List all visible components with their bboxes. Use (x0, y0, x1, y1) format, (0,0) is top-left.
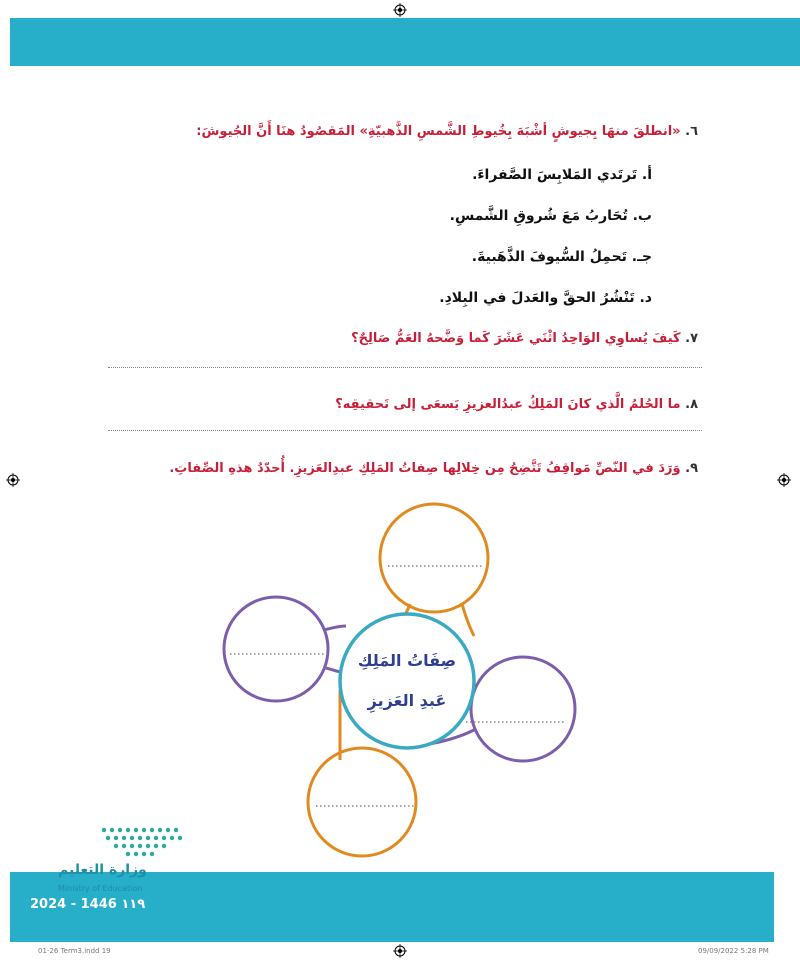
option-b[interactable]: ب. تُحَاربُ مَعَ شُروقِ الشَّمسِ. (449, 208, 652, 224)
question-text: وَرَدَ في النّصِّ مَواقِفُ تَتَّضِحُ مِن خِلالِها صِفاتُ المَلِكِ عبدِالعَزيزِ. أُحدّدُ هذهِ الصِّفاتِ. (169, 461, 681, 476)
question-number: ٦. (685, 124, 698, 139)
ministry-name-ar: وزارة التعليم (58, 862, 147, 878)
question-text: ما الحُلمُ الَّذي كانَ المَلِكُ عبدُالعزيزِ يَسعَى إلى تَحقيقِه؟ (335, 397, 681, 412)
ministry-logo-icon (98, 826, 190, 860)
year-label (30, 897, 145, 912)
top-lobe (380, 504, 488, 612)
page-number: ١١٩ (121, 897, 146, 912)
option-a[interactable]: أ. تَرتَدي المَلابِسَ الصَّفراءَ. (472, 167, 652, 183)
date-info: 09/09/2022 5:28 PM (698, 947, 769, 955)
left-lobe (224, 597, 328, 701)
question-text: «انطلقَ منهَا بِجيوشٍ أشْبَهَ بِخُيوطِ الشَّمسِ الذَّهبيّةِ» المَقصُودُ هنَا أَنَّ الجُيوشَ: (196, 124, 681, 139)
bottom-lobe (308, 748, 416, 856)
question-number: ٧. (685, 331, 698, 346)
right-lobe (471, 657, 575, 761)
question-text: كَيفَ يُساوِي الوَاحِدُ اثْنَي عَشَرَ كَما وَضَّحهُ العَمُّ صَالِحٌ؟ (351, 331, 681, 346)
center-title (338, 618, 476, 744)
file-info: 01-26 Term3.indd 19 (38, 947, 111, 955)
center-title-line-2: عَبدِ العَزيزِ (367, 691, 447, 710)
option-c[interactable]: جـ. تَحمِلُ السُّيوفَ الذَّهَبيةَ. (471, 249, 652, 265)
question-number: ٩. (685, 461, 698, 476)
year: 2024 - 1446 (30, 897, 117, 912)
option-d[interactable]: د. تَنْشُرُ الحقَّ والعَدلَ في البِلادِ. (439, 290, 652, 306)
ministry-name-en: Ministry of Education (58, 884, 143, 893)
center-title-line-1: صِفَاتُ المَلِكِ (357, 651, 457, 670)
question-number: ٨. (685, 397, 698, 412)
